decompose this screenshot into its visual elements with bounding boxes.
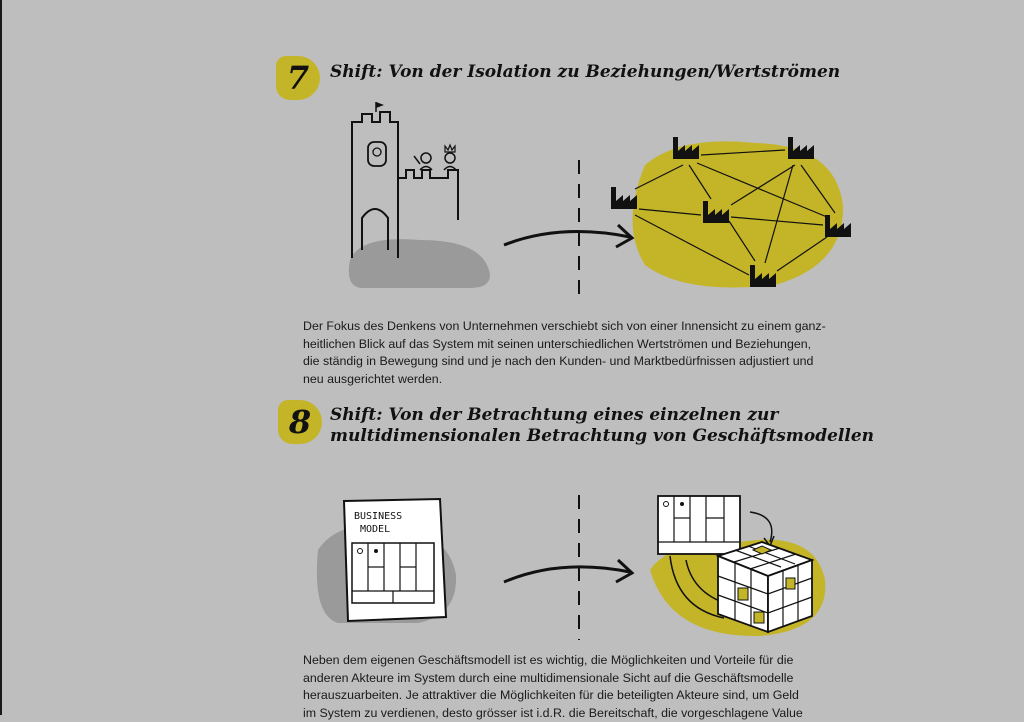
section-8-badge: 8	[278, 400, 322, 444]
section-8-heading-line2: multidimensionalen Betrachtung von Geschäftsmodellen	[330, 426, 874, 446]
section-8-heading-line1: Shift: Von der Betrachtung eines einzelnen zur	[330, 405, 779, 425]
section-8-body-text: Neben dem eigenen Geschäftsmodell ist es wichtig, die Möglichkeiten und Vorteile für die anderen Akteure im System durch eine multidimensionale Sicht auf die Geschäftsmodelle herauszuarbeiten. Je attraktiver die Möglichkeiten für die beteiligten Akteure sind, um Geld im System zu verdienen, desto grösser ist i.d.R. die Bereitschaft, die vorgeschlagene Value	[303, 653, 803, 720]
section-7-body	[303, 318, 863, 388]
divider-dashed-7	[574, 160, 584, 300]
section-7-badge: 7	[276, 56, 320, 100]
business-model-card-illustration	[308, 495, 468, 630]
section-7-heading: Shift: Von der Isolation zu Beziehungen/Wertströmen	[330, 62, 841, 82]
value-network-illustration	[605, 125, 855, 295]
castle-illustration	[340, 100, 500, 290]
section-8-body	[303, 652, 863, 722]
card-title-line1: BUSINESS	[354, 511, 403, 522]
divider-dashed-8	[574, 495, 584, 640]
section-7-body-text: Der Fokus des Denkens von Unternehmen verschiebt sich von einer Innensicht zu einem ganz- heitlichen Blick auf das System mit seinen unterschiedlichen Wertströmen und Beziehungen, die ständig in Bewegung sind und je nach den Kunden- und Marktbedürfnissen adjustiert und neu ausgerichtet werden.	[303, 319, 826, 386]
card-title-line2: MODEL	[360, 524, 391, 535]
multidimensional-cube-illustration	[640, 490, 840, 640]
page-edge-line	[0, 0, 2, 715]
arrow-8	[500, 552, 640, 592]
